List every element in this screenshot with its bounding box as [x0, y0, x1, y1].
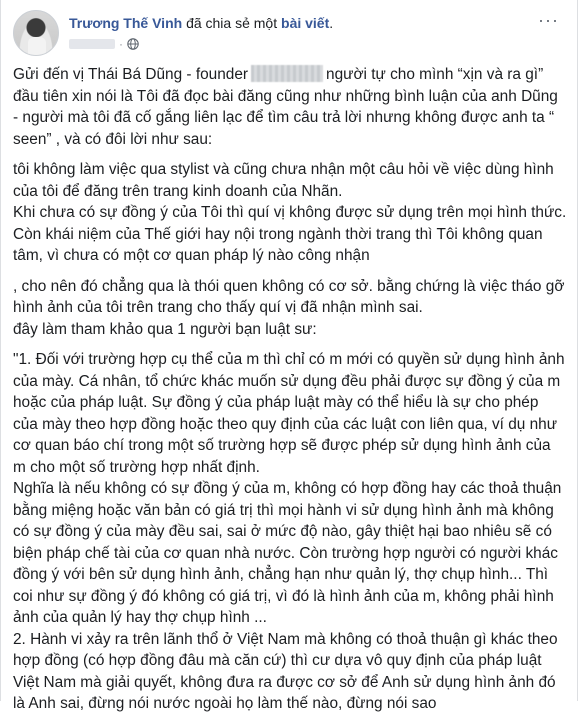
paragraph-1-start: Gửi đến vị Thái Bá Dũng - founder [13, 66, 249, 83]
paragraph-6: "1. Đối với trường hợp cụ thể của m thì chỉ có m mới có quyền sử dụng hình ảnh của mày. Cá nhân, tổ chức khác muốn sử dụng đều phải được sự đồng ý của m hoặc của pháp luật. Sự đồng ý của pháp luật mày có thể hiểu là sự cho phép của mày theo hợp đồng hoặc theo quy định của các luật con liên qua, ví dụ như cơ quan báo chí trong một số trường hợp sẽ được phép sử dụng hình ảnh của m cho một số trường hợp nhất định. [13, 351, 565, 476]
paragraph-1-end: người tự cho mình “xịn và ra gì” đầu tiên xin nói là Tôi đã đọc bài đăng cũng như những bình luận của anh Dũng - người mà tôi đã cố gắng liên lạc để tìm câu trả lời nhưng không được anh ta “ seen” , và có đôi lời như sau: [13, 66, 558, 148]
timestamp-redacted[interactable] [69, 39, 115, 49]
more-options-icon[interactable]: ··· [538, 10, 559, 30]
paragraph-3: Khi chưa có sự đồng ý của Tôi thì quí vị không được sử dụng trên mọi hình thức. Còn khái niệm của Thế giới hay nội trong ngành thời trang thì Tôi không quan tâm, vì chưa có một cơ quan pháp lý nào công nhận [13, 204, 567, 264]
globe-icon[interactable] [127, 38, 139, 50]
redacted-brand [251, 65, 323, 82]
paragraph-5: đây làm tham khảo qua 1 người bạn luật sư: [13, 320, 317, 338]
paragraph-7: Nghĩa là nếu không có sự đồng ý của m, không có hợp đồng hay các thoả thuận bằng miệng hoặc văn bản có giá trị thì mọi hành vi sử dụng hình ảnh mà không có sự đồng ý của mày đều sai, sai ở mức độ nào, gây thiệt hại bao nhiêu sẽ có biện pháp chế tài của cơ quan nhà nước. Còn trường hợp người có người khác đồng ý với bên sử dụng hình ảnh, chẳng hạn như quản lý, thợ chụp hình... Thì coi như sự đồng ý đó không có giá trị, vì đó là hình ảnh của m, không phải hình ảnh của quản lý hay thợ chụp hình ... [13, 480, 562, 626]
paragraph-1 [13, 64, 567, 150]
paragraph-2: tôi không làm việc qua stylist và cũng chưa nhận một câu hỏi về việc dùng hình của tôi để đăng trên trang kinh doanh của Nhãn. [13, 161, 554, 200]
post-header [13, 10, 565, 60]
paragraph-4: , cho nên đó chẳng qua là thói quen không có cơ sở. bằng chứng là việc tháo gỡ hình ảnh của tôi trên trang cho thấy quí vị đã nhận mình sai. [13, 277, 565, 316]
shared-post-link[interactable]: bài viết [281, 15, 330, 31]
meta-separator: · [119, 37, 123, 51]
avatar[interactable] [13, 10, 59, 56]
post-body [13, 64, 567, 715]
author-line [69, 14, 333, 32]
post-meta [69, 36, 139, 52]
share-end: . [329, 15, 334, 31]
share-text: đã chia sẻ một [186, 15, 278, 31]
author-name-link[interactable]: Trương Thế Vinh [69, 15, 183, 31]
paragraph-8: 2. Hành vi xảy ra trên lãnh thổ ở Việt Nam mà không có thoả thuận gì khác theo hợp đồng (có hợp đồng đâu mà căn cứ) thì cư dựa vô quy định của pháp luật Việt Nam mà giải quyết, không đưa ra được cơ sở để Anh sử dụng hình ảnh đó là Anh sai, đừng nói nước ngoài họ làm thế nào, đừng nói sao [13, 630, 558, 712]
